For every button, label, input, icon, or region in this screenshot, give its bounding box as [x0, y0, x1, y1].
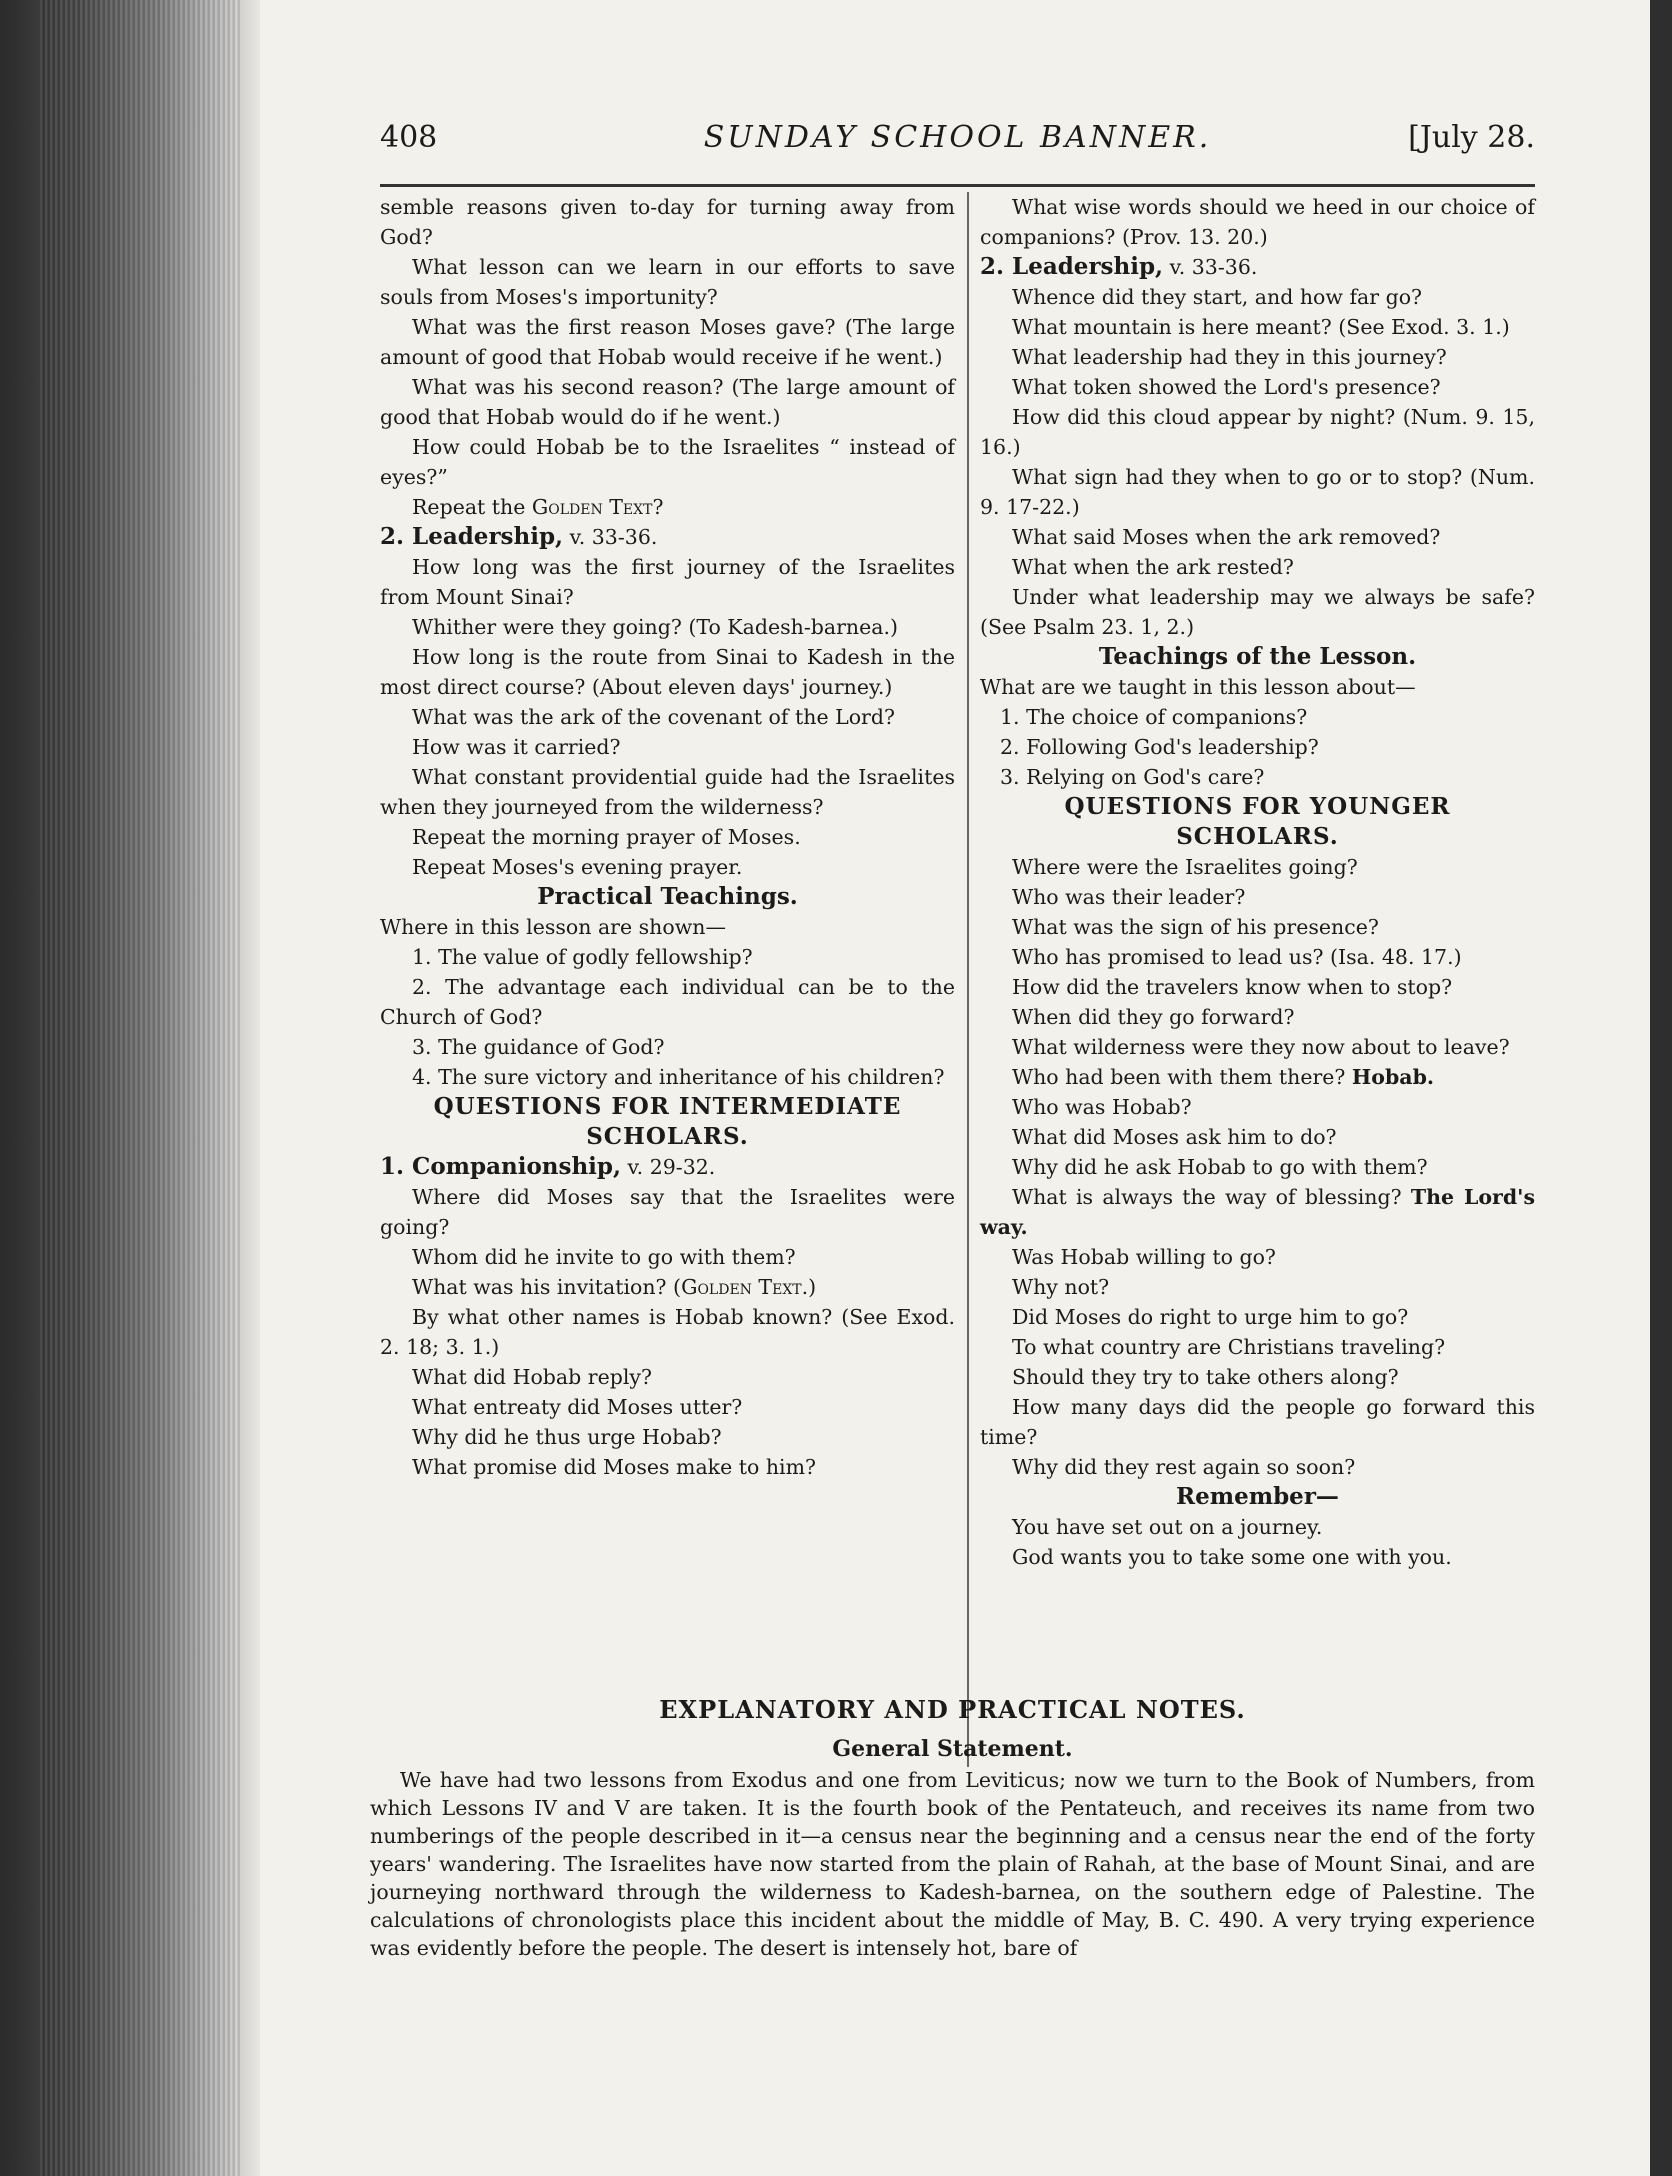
question: How was it carried?: [412, 735, 621, 759]
question: What was his second reason? (The large amount of good that Hobab would do if he went.): [380, 375, 955, 429]
question: How long is the route from Sinai to Kadesh in the most direct course? (About eleven days' journey.): [380, 645, 955, 699]
question: What was the first reason Moses gave? (The large amount of good that Hobab would receive if he went.): [380, 315, 955, 369]
section-heading-companionship: 1. Companionship, v. 29-32.: [380, 1153, 716, 1180]
question: By what other names is Hobab known? (See Exod. 2. 18; 3. 1.): [380, 1305, 955, 1359]
question: Repeat the morning prayer of Moses.: [412, 825, 801, 849]
notes-title: EXPLANATORY AND PRACTICAL NOTES.: [659, 1695, 1246, 1724]
question: What promise did Moses make to him?: [412, 1455, 817, 1479]
question: Where did Moses say that the Israelites were going?: [380, 1185, 955, 1239]
question: How did the travelers know when to stop?: [1012, 975, 1453, 999]
page-number: 408: [380, 120, 438, 155]
question: Whence did they start, and how far go?: [1012, 285, 1423, 309]
list-item: 4. The sure victory and inheritance of his children?: [412, 1065, 945, 1089]
question: Whither were they going? (To Kadesh-barnea.): [412, 615, 898, 639]
question: Whom did he invite to go with them?: [412, 1245, 796, 1269]
question: Where were the Israelites going?: [1012, 855, 1358, 879]
question: How could Hobab be to the Israelites “ instead of eyes?”: [380, 435, 955, 489]
section-heading-leadership: 2. Leadership, v. 33-36.: [380, 523, 658, 550]
question: What lesson can we learn in our efforts to save souls from Moses's importunity?: [380, 255, 955, 309]
question: Why did they rest again so soon?: [1012, 1455, 1356, 1479]
question: What said Moses when the ark removed?: [1012, 525, 1441, 549]
book-binding-edge: [0, 0, 260, 2176]
question: What is always the way of blessing? The Lord's way.: [980, 1185, 1535, 1239]
question: What when the ark rested?: [1012, 555, 1294, 579]
list-item: 1. The value of godly fellowship?: [412, 945, 753, 969]
teachings-of-lesson-heading: Teachings of the Lesson.: [1098, 643, 1417, 670]
question: What wilderness were they now about to leave?: [1012, 1035, 1510, 1059]
list-item: 3. Relying on God's care?: [1000, 765, 1265, 789]
practical-teachings-heading: Practical Teachings.: [537, 883, 798, 910]
list-item: 2. The advantage each individual can be to the Church of God?: [380, 975, 955, 1029]
question: How many days did the people go forward this time?: [980, 1395, 1535, 1449]
remember-line: You have set out on a journey.: [1012, 1515, 1323, 1539]
list-item: 2. Following God's leadership?: [1000, 735, 1319, 759]
question: When did they go forward?: [1012, 1005, 1295, 1029]
question: What was the sign of his presence?: [1012, 915, 1379, 939]
question: Who had been with them there? Hobab.: [1012, 1065, 1435, 1089]
explanatory-notes: [370, 1695, 1535, 1962]
question: Was Hobab willing to go?: [1012, 1245, 1276, 1269]
page-dark-edge: [1650, 0, 1672, 2176]
left-column: [380, 192, 955, 1482]
question: What did Moses ask him to do?: [1012, 1125, 1337, 1149]
column-divider: [967, 192, 969, 1767]
notes-body: We have had two lessons from Exodus and one from Leviticus; now we turn to the Book of Numbers, from which Lessons IV and V are taken. It is the fourth book of the Pentateuch, and receives its name from two numberings of the people described in it—a census near the beginning and a census near the end of the forty years' wandering. The Israelites have now started from the plain of Rahah, at the base of Mount Sinai, and are journeying northward through the wilderness to Kadesh-barnea, on the southern edge of Palestine. The calculations of chronologists place this incident about the middle of May, B. C. 490. A very trying experience was evidently before the people. The desert is intensely hot, bare of: [370, 1768, 1535, 1960]
list-item: 3. The guidance of God?: [412, 1035, 665, 1059]
book-page: [370, 120, 1535, 2040]
publication-title: SUNDAY SCHOOL BANNER.: [703, 120, 1212, 155]
question: What did Hobab reply?: [412, 1365, 652, 1389]
question: Under what leadership may we always be safe? (See Psalm 23. 1, 2.): [980, 585, 1535, 639]
remember-heading: Remember—: [1176, 1483, 1339, 1510]
remember-line: God wants you to take some one with you.: [1012, 1545, 1452, 1569]
question: semble reasons given to-day for turning away from God?: [380, 195, 955, 249]
list-item: 1. The choice of companions?: [1000, 705, 1308, 729]
question: Who has promised to lead us? (Isa. 48. 17.): [1012, 945, 1462, 969]
question: What sign had they when to go or to stop? (Num. 9. 17-22.): [980, 465, 1535, 519]
running-header: [380, 120, 1535, 180]
header-rule: [380, 184, 1535, 187]
issue-date: [July 28.: [1408, 120, 1535, 155]
intermediate-heading: QUESTIONS FOR INTERMEDIATE SCHOLARS.: [433, 1093, 902, 1150]
question: Who was their leader?: [1012, 885, 1246, 909]
question: What constant providential guide had the Israelites when they journeyed from the wilderness?: [380, 765, 955, 819]
question: How did this cloud appear by night? (Num. 9. 15, 16.): [980, 405, 1535, 459]
section-heading-leadership: 2. Leadership, v. 33-36.: [980, 253, 1258, 280]
question: What token showed the Lord's presence?: [1012, 375, 1441, 399]
question: To what country are Christians traveling?: [1012, 1335, 1446, 1359]
notes-subtitle: General Statement.: [832, 1736, 1073, 1762]
question: Who was Hobab?: [1012, 1095, 1192, 1119]
question: Why not?: [1012, 1275, 1110, 1299]
question: What wise words should we heed in our choice of companions? (Prov. 13. 20.): [980, 195, 1535, 249]
teachings-intro: What are we taught in this lesson about—: [980, 675, 1416, 699]
question: What was his invitation? (Golden Text.): [412, 1275, 817, 1299]
golden-text-prompt: Repeat the Golden Text?: [412, 495, 664, 519]
question: Why did he ask Hobab to go with them?: [1012, 1155, 1428, 1179]
question: What leadership had they in this journey?: [1012, 345, 1447, 369]
teachings-intro: Where in this lesson are shown—: [380, 915, 726, 939]
right-column: [980, 192, 1535, 1572]
question: Why did he thus urge Hobab?: [412, 1425, 722, 1449]
question: How long was the first journey of the Israelites from Mount Sinai?: [380, 555, 955, 609]
question: Repeat Moses's evening prayer.: [412, 855, 743, 879]
question: What was the ark of the covenant of the Lord?: [412, 705, 895, 729]
question: What entreaty did Moses utter?: [412, 1395, 743, 1419]
question: Should they try to take others along?: [1012, 1365, 1399, 1389]
question: Did Moses do right to urge him to go?: [1012, 1305, 1409, 1329]
question: What mountain is here meant? (See Exod. 3. 1.): [1012, 315, 1510, 339]
younger-scholars-heading: QUESTIONS FOR YOUNGER SCHOLARS.: [1064, 793, 1451, 850]
